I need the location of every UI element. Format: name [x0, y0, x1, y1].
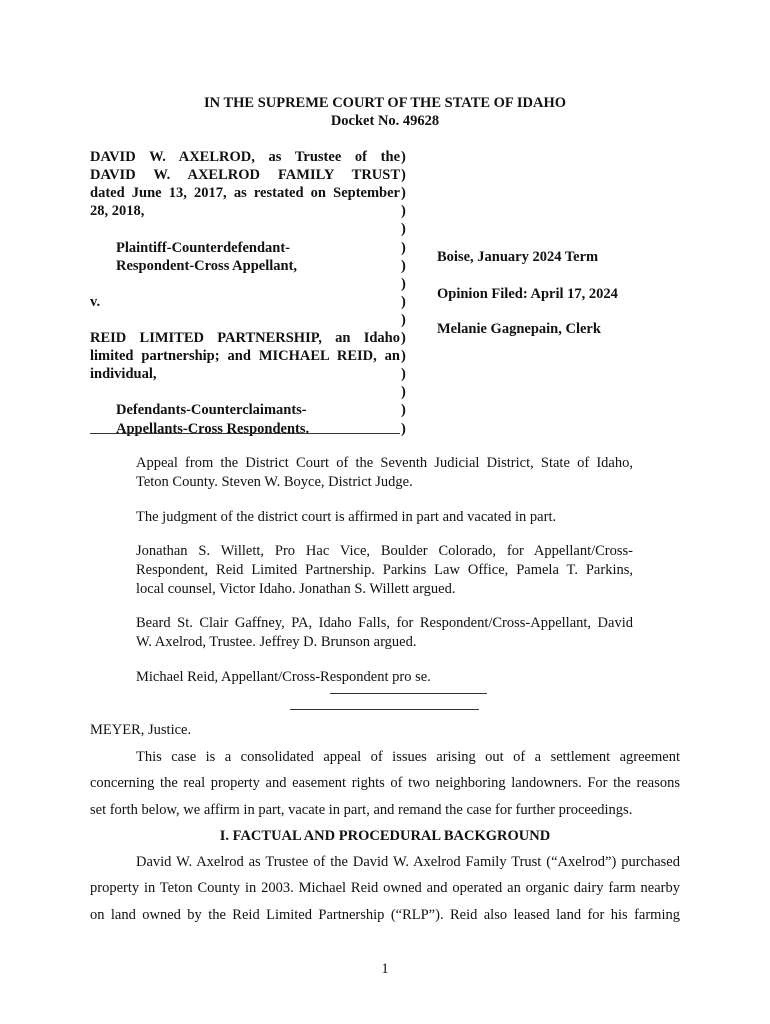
caption-paren: ) — [401, 149, 406, 165]
caption-paren: ) — [401, 239, 406, 256]
summary-line: Respondent, Reid Limited Partnership. Parkins Law Office, Pamela T. Parkins, — [136, 562, 633, 578]
docket-number: Docket No. 49628 — [330, 113, 440, 129]
separator-rule — [330, 693, 487, 694]
paragraph-line: concerning the real property and easement rights of two neighboring landowners. For the reasons — [90, 775, 680, 792]
caption-paren: ) — [401, 203, 406, 220]
caption-paren: ) — [401, 330, 406, 346]
opinion-filed-date: Opinion Filed: April 17, 2024 — [437, 286, 618, 302]
summary-line: Teton County. Steven W. Boyce, District Judge. — [136, 474, 413, 490]
caption-paren: ) — [401, 257, 406, 274]
separator-rule — [290, 709, 479, 710]
caption-line: REID LIMITED PARTNERSHIP, an Idaho — [90, 330, 400, 346]
caption-paren: ) — [401, 275, 406, 292]
summary-line: Beard St. Clair Gaffney, PA, Idaho Falls, for Respondent/Cross-Appellant, David — [136, 615, 633, 631]
page-number: 1 — [381, 961, 389, 977]
summary-line: The judgment of the district court is affirmed in part and vacated in part. — [136, 509, 557, 525]
paragraph-line: on land owned by the Reid Limited Partnership (“RLP”). Reid also leased land for his farming — [90, 906, 680, 923]
caption-paren: ) — [401, 311, 406, 328]
caption-line: DAVID W. AXELROD, as Trustee of the — [90, 149, 400, 165]
summary-line: Jonathan S. Willett, Pro Hac Vice, Boulder Colorado, for Appellant/Cross- — [136, 543, 633, 559]
section-heading: I. FACTUAL AND PROCEDURAL BACKGROUND — [219, 828, 551, 844]
caption-paren: ) — [401, 185, 406, 202]
caption-paren: ) — [401, 402, 406, 419]
paragraph-line: set forth below, we affirm in part, vacate in part, and remand the case for further proceedings. — [90, 801, 633, 818]
paragraph-line: property in Teton County in 2003. Michael Reid owned and operated an organic dairy farm nearby — [90, 880, 680, 897]
caption-paren: ) — [401, 420, 406, 437]
opinion-author: MEYER, Justice. — [90, 722, 192, 738]
paragraph-line: David W. Axelrod as Trustee of the David W. Axelrod Family Trust (“Axelrod”) purchased — [136, 854, 680, 870]
caption-paren: ) — [401, 293, 406, 310]
summary-line: local counsel, Victor Idaho. Jonathan S. Willett argued. — [136, 581, 456, 597]
caption-line: DAVID W. AXELROD FAMILY TRUST — [90, 167, 400, 184]
caption-underline — [90, 433, 400, 434]
caption-paren: ) — [401, 366, 406, 383]
paragraph-line: This case is a consolidated appeal of issues arising out of a settlement agreement — [136, 749, 680, 765]
caption-paren: ) — [401, 348, 406, 365]
caption-line: limited partnership; and MICHAEL REID, an — [90, 348, 400, 365]
caption-line: Plaintiff-Counterdefendant- — [116, 239, 290, 256]
caption-line: 28, 2018, — [90, 203, 145, 220]
clerk-name: Melanie Gagnepain, Clerk — [437, 321, 601, 337]
caption-line: Defendants-Counterclaimants- — [116, 402, 307, 419]
caption-paren: ) — [401, 167, 406, 184]
caption-line: v. — [90, 293, 101, 310]
summary-line: W. Axelrod, Trustee. Jeffrey D. Brunson argued. — [136, 634, 417, 650]
caption-line: Appellants-Cross Respondents. — [116, 420, 310, 437]
caption-line: individual, — [90, 366, 157, 383]
caption-line: Respondent-Cross Appellant, — [116, 257, 298, 274]
court-title: IN THE SUPREME COURT OF THE STATE OF IDAHO — [203, 95, 567, 111]
caption-line: dated June 13, 2017, as restated on September — [90, 185, 400, 202]
term-label: Boise, January 2024 Term — [437, 249, 599, 265]
summary-line: Appeal from the District Court of the Seventh Judicial District, State of Idaho, — [136, 455, 633, 471]
caption-paren: ) — [401, 384, 406, 401]
caption-paren: ) — [401, 221, 406, 238]
summary-line: Michael Reid, Appellant/Cross-Respondent pro se. — [136, 669, 431, 685]
